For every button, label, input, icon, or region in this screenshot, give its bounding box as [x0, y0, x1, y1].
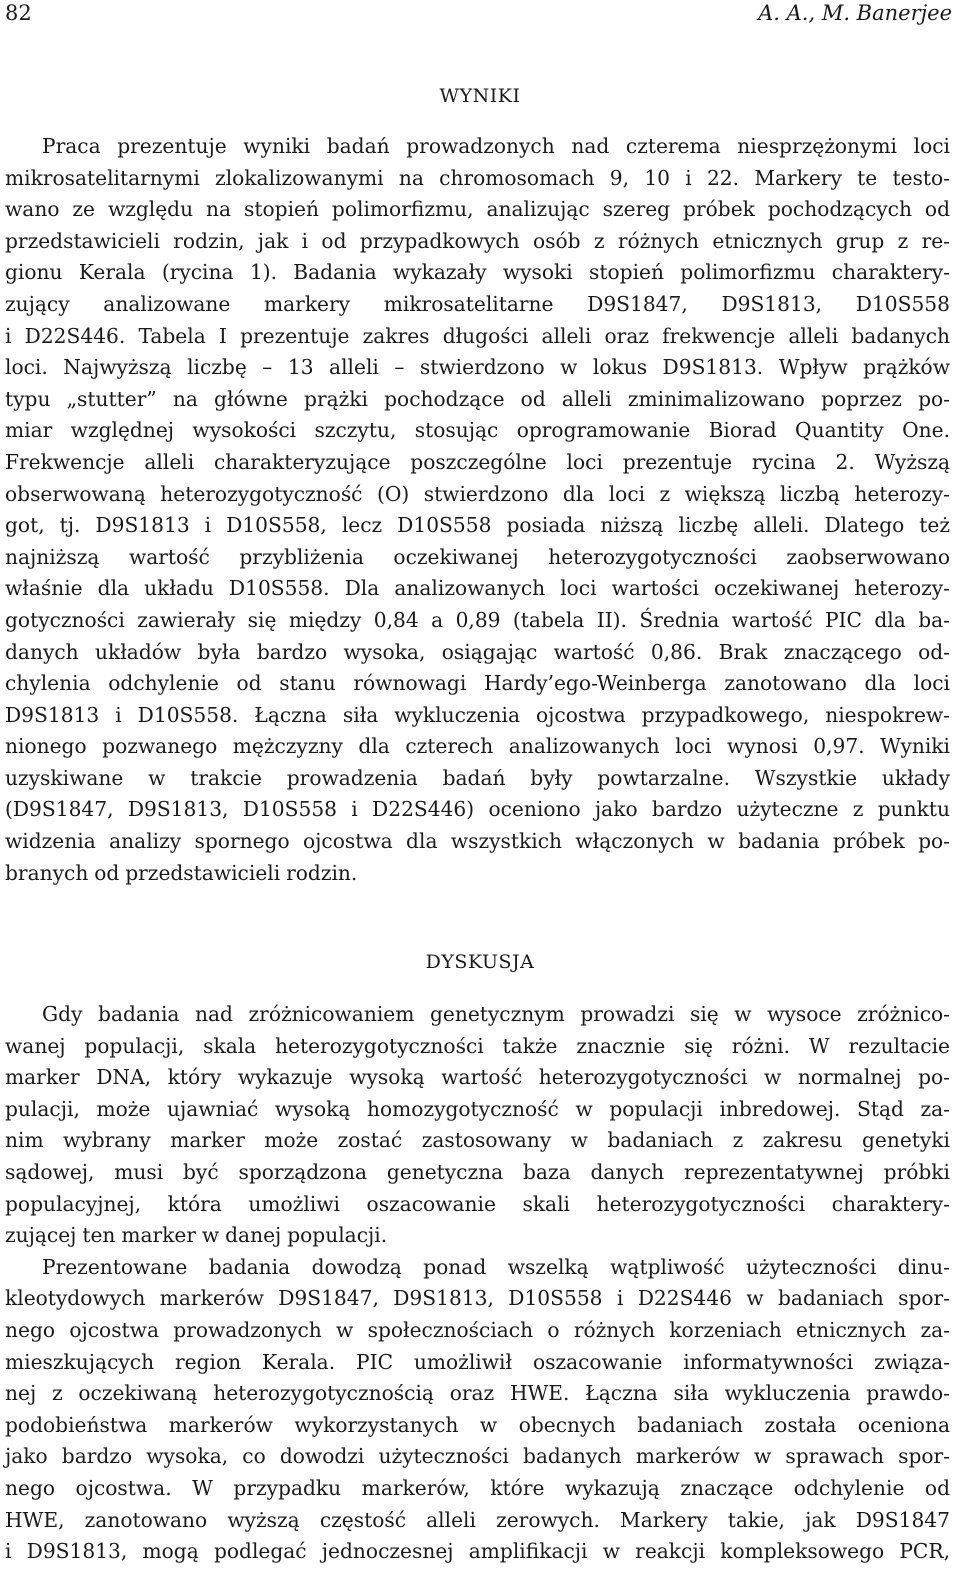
text-line: typu „stutter” na główne prążki pochodzące od alleli zminimalizowano poprzez po-	[5, 386, 950, 411]
text-line: gionu Kerala (rycina 1). Badania wykazały wysoki stopień polimorfizmu charaktery-	[5, 260, 950, 285]
text-line: chylenia odchylenie od stanu równowagi Hardy’ego-Weinberga zanotowano dla loci	[5, 671, 950, 696]
results-paragraph	[5, 131, 950, 889]
text-line: wanej populacji, skala heterozygotyczności także znacznie się różni. W rezultacie	[5, 1033, 950, 1058]
section-heading-discussion: DYSKUSJA	[425, 951, 535, 973]
text-line: miar względnej wysokości szczytu, stosując oprogramowanie Biorad Quantity One.	[5, 418, 950, 443]
text-line: got, tj. D9S1813 i D10S558, lecz D10S558 posiada niższą liczbę alleli. Dlatego też	[5, 513, 950, 538]
text-line: mieszkujących region Kerala. PIC umożliwił oszacowanie informatywności związa-	[5, 1349, 950, 1374]
text-line: nego ojcostwa prowadzonych w społecznościach o różnych korzeniach etnicznych za-	[5, 1317, 950, 1342]
text-line: najniższą wartość przybliżenia oczekiwanej heterozygotyczności zaobserwowano	[5, 544, 950, 569]
text-line: pulacji, może ujawniać wysoką homozygotyczność w populacji inbredowej. Stąd za-	[5, 1096, 950, 1121]
running-head-authors: A. A., M. Banerjee	[758, 1, 952, 25]
text-line: nionego pozwanego mężczyzny dla czterech analizowanych loci wynosi 0,97. Wyniki	[5, 734, 950, 759]
text-line: przedstawicieli rodzin, jak i od przypadkowych osób z różnych etnicznych grup z re-	[5, 228, 950, 253]
text-line: gotyczności zawierały się między 0,84 a 0,89 (tabela II). Średnia wartość PIC dla ba-	[5, 607, 950, 632]
page-number: 82	[5, 1, 32, 25]
text-line: nego ojcostwa. W przypadku markerów, które wykazują znaczące odchylenie od	[5, 1475, 950, 1500]
text-line: i D9S1813, mogą podlegać jednoczesnej amplifikacji w reakcji kompleksowego PCR,	[5, 1539, 950, 1564]
text-line: mikrosatelitarnymi zlokalizowanymi na chromosomach 9, 10 i 22. Markery te testo-	[5, 165, 950, 190]
results-body	[5, 131, 950, 889]
text-line: i D22S446. Tabela I prezentuje zakres długości alleli oraz frekwencje alleli badanych	[5, 323, 950, 348]
text-line: uzyskiwane w trakcie prowadzenia badań były powtarzalne. Wszystkie układy	[5, 765, 950, 790]
discussion-body	[5, 999, 950, 1568]
text-line: nim wybrany marker może zostać zastosowany w badaniach z zakresu genetyki	[5, 1128, 950, 1153]
text-line: danych układów była bardzo wysoka, osiągając wartość 0,86. Brak znaczącego od-	[5, 639, 950, 664]
discussion-paragraph-1	[5, 999, 950, 1252]
section-heading-results: WYNIKI	[439, 85, 521, 107]
text-line: loci. Najwyższą liczbę – 13 alleli – stwierdzono w lokus D9S1813. Wpływ prążków	[5, 355, 950, 380]
text-line: widzenia analizy spornego ojcostwa dla wszystkich włączonych w badania próbek po-	[5, 829, 950, 854]
discussion-paragraph-2	[5, 1252, 950, 1568]
text-line: obserwowaną heterozygotyczność (O) stwierdzono dla loci z większą liczbą heterozy-	[5, 481, 950, 506]
text-line: zującej ten marker w danej populacji.	[5, 1223, 388, 1248]
text-line: sądowej, musi być sporządzona genetyczna baza danych reprezentatywnej próbki	[5, 1159, 950, 1184]
text-line: Frekwencje alleli charakteryzujące poszczególne loci prezentuje rycina 2. Wyższą	[5, 449, 950, 474]
text-line: marker DNA, który wykazuje wysoką wartość heterozygotyczności w normalnej po-	[5, 1065, 950, 1090]
text-line: zujący analizowane markery mikrosatelitarne D9S1847, D9S1813, D10S558	[5, 291, 950, 316]
text-line: populacyjnej, która umożliwi oszacowanie skali heterozygotyczności charaktery-	[5, 1191, 950, 1216]
text-line: D9S1813 i D10S558. Łączna siła wykluczenia ojcostwa przypadkowego, niespokrew-	[5, 702, 950, 727]
text-line: HWE, zanotowano wyższą częstość alleli zerowych. Markery takie, jak D9S1847	[5, 1507, 950, 1532]
text-line: nej z oczekiwaną heterozygotycznością oraz HWE. Łączna siła wykluczenia prawdo-	[5, 1381, 950, 1406]
running-header	[5, 0, 952, 30]
text-line: Praca prezentuje wyniki badań prowadzonych nad czterema niesprzężonymi loci	[42, 134, 950, 158]
text-line: Prezentowane badania dowodzą ponad wszelką wątpliwość użyteczności dinu-	[42, 1254, 950, 1279]
text-line: podobieństwa markerów wykorzystanych w obecnych badaniach została oceniona	[5, 1412, 950, 1437]
text-line: kleotydowych markerów D9S1847, D9S1813, D10S558 i D22S446 w badaniach spor-	[5, 1286, 950, 1311]
text-line: wano ze względu na stopień polimorfizmu, analizując szereg próbek pochodzących od	[5, 197, 950, 222]
text-line: właśnie dla układu D10S558. Dla analizowanych loci wartości oczekiwanej heterozy-	[5, 576, 950, 601]
text-line: jako bardzo wysoka, co dowodzi użyteczności badanych markerów w sprawach spor-	[5, 1444, 950, 1469]
text-line: Gdy badania nad zróżnicowaniem genetycznym prowadzi się w wysoce zróżnico-	[42, 1002, 950, 1026]
text-line: branych od przedstawicieli rodzin.	[5, 860, 358, 885]
text-line: (D9S1847, D9S1813, D10S558 i D22S446) oceniono jako bardzo użyteczne z punktu	[5, 797, 950, 822]
